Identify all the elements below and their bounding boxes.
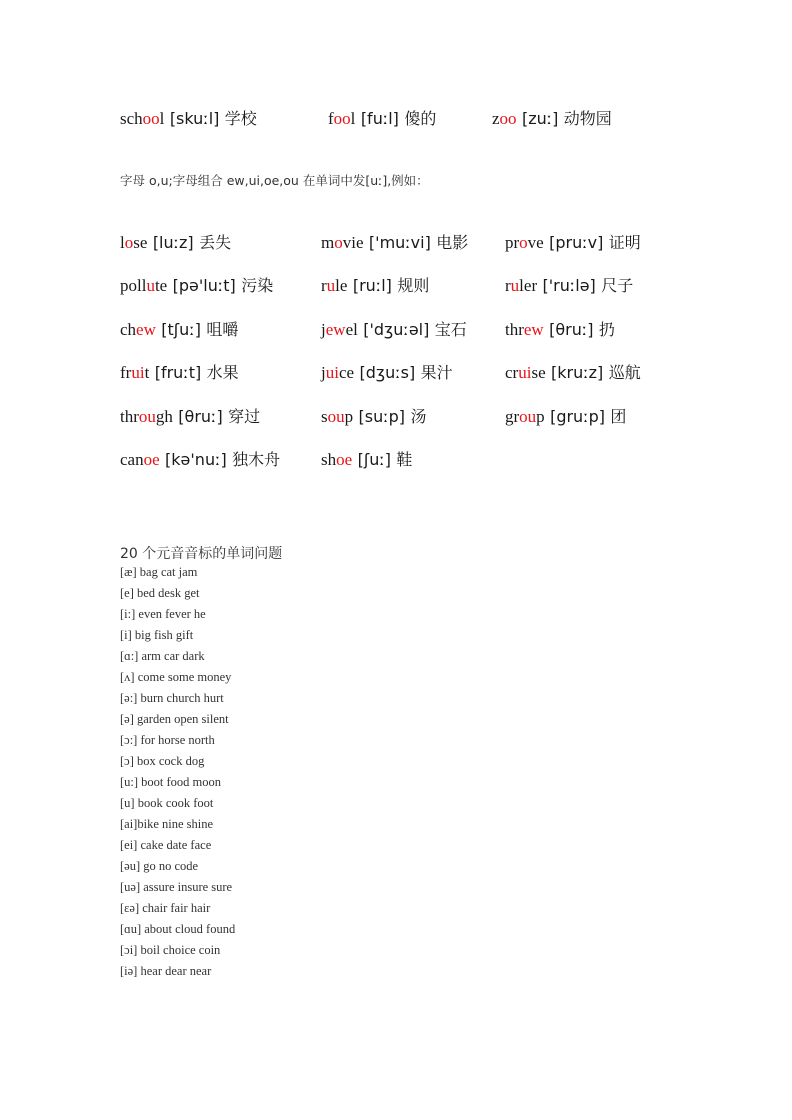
word-entry: [120, 317, 238, 340]
word-part: el: [345, 320, 358, 339]
word-part: p: [536, 407, 545, 426]
word-part: l: [350, 109, 356, 128]
word-part: t: [144, 363, 150, 382]
word-part: p: [344, 407, 354, 426]
word-highlight: ou: [519, 407, 537, 426]
word-entry: [120, 230, 231, 253]
word-part: se: [133, 233, 148, 252]
list-title: 20 个元音音标的单词问题: [120, 546, 283, 562]
chinese-meaning: 宝石: [434, 320, 467, 339]
word-part: vie: [342, 233, 364, 252]
word-entry: [321, 360, 453, 383]
vowel-list-item: [æ] bag cat jam: [120, 565, 198, 579]
word-entry: [120, 106, 257, 129]
word-entry: [505, 360, 641, 383]
word-highlight: ou: [327, 407, 345, 426]
vowel-list-item: [ʌ] come some money: [120, 670, 232, 684]
phonetic: [gruːp]: [550, 407, 605, 426]
word-highlight: o: [124, 233, 134, 252]
word-highlight: ew: [523, 320, 544, 339]
word-part: thr: [505, 320, 524, 339]
word-entry: [120, 273, 273, 296]
vowel-list-item: [u:] boot food moon: [120, 775, 222, 789]
chinese-meaning: 电影: [436, 233, 469, 252]
word-highlight: oe: [336, 450, 353, 469]
word-part: j: [321, 320, 326, 339]
word-part: s: [321, 407, 328, 426]
vowel-list-item: [ei] cake date face: [120, 838, 212, 852]
word-part: l: [159, 109, 165, 128]
chinese-meaning: 穿过: [228, 407, 261, 426]
chinese-meaning: 咀嚼: [206, 320, 239, 339]
word-highlight: oo: [333, 109, 351, 128]
chinese-meaning: 鞋: [396, 450, 413, 469]
word-highlight: ou: [138, 407, 156, 426]
word-highlight: ew: [136, 320, 156, 339]
word-highlight: oo: [499, 109, 517, 128]
word-part: gh: [155, 407, 173, 426]
word-part: ch: [120, 320, 137, 339]
chinese-meaning: 丢失: [199, 233, 232, 252]
phonetic: [θruː]: [178, 407, 223, 426]
word-highlight: ew: [325, 320, 346, 339]
word-entry: [505, 404, 626, 427]
chinese-meaning: 学校: [224, 109, 257, 128]
word-part: j: [321, 363, 326, 382]
chinese-meaning: 汤: [410, 407, 427, 426]
vowel-list-item: [i] big fish gift: [120, 628, 194, 642]
word-part: fr: [120, 363, 132, 382]
vowel-list-item: [ɑ:] arm car dark: [120, 649, 205, 663]
word-highlight: ui: [131, 363, 145, 382]
phonetic: [ʃuː]: [357, 450, 391, 469]
chinese-meaning: 污染: [241, 276, 274, 295]
word-part: sch: [120, 109, 143, 128]
word-entry: [321, 317, 467, 340]
phonetic: [tʃuː]: [161, 320, 201, 339]
word-part: r: [321, 276, 327, 295]
phonetic: [zuː]: [521, 109, 559, 128]
word-highlight: u: [326, 276, 336, 295]
phonetic: ['dʒuːəl]: [363, 320, 430, 339]
vowel-list-item: [ɔ] box cock dog: [120, 754, 205, 768]
phonetic: [kruːz]: [551, 363, 604, 382]
phonetic: [ruːl]: [352, 276, 392, 295]
vowel-list-item: [ɛə] chair fair hair: [120, 901, 211, 915]
vowel-list-item: [ɔi] boil choice coin: [120, 943, 221, 957]
phonetic: [pruːv]: [549, 233, 604, 252]
word-highlight: u: [510, 276, 520, 295]
chinese-meaning: 团: [610, 407, 627, 426]
word-part: ce: [338, 363, 355, 382]
phonetic: [luːz]: [152, 233, 194, 252]
vowel-list-item: [ɔ:] for horse north: [120, 733, 215, 747]
word-entry: [120, 404, 260, 427]
word-entry: [492, 106, 612, 129]
word-highlight: o: [519, 233, 528, 252]
phonetic: [θruː]: [549, 320, 594, 339]
word-part: m: [321, 233, 335, 252]
phonetic: ['ruːlə]: [542, 276, 596, 295]
word-part: l: [120, 233, 125, 252]
word-highlight: o: [334, 233, 343, 252]
word-part: f: [328, 109, 334, 128]
word-entry: [321, 230, 468, 253]
word-entry: [505, 317, 615, 340]
word-entry: [321, 273, 429, 296]
chinese-meaning: 动物园: [563, 109, 612, 128]
vowel-list-item: [əu] go no code: [120, 859, 199, 873]
rule-note: 字母 o,u;字母组合 ew,ui,oe,ou 在单词中发[uː],例如：: [120, 173, 429, 188]
vowel-list-item: [u] book cook foot: [120, 796, 214, 810]
phonetic: ['muːvi]: [368, 233, 431, 252]
vowel-list-item: [e] bed desk get: [120, 586, 200, 600]
phonetic: [kə'nuː]: [165, 450, 227, 469]
word-part: pr: [505, 233, 520, 252]
vowel-list-item: [ɑu] about cloud found: [120, 922, 236, 936]
vowel-list-item: [uə] assure insure sure: [120, 880, 233, 894]
word-highlight: ui: [518, 363, 532, 382]
word-part: z: [492, 109, 500, 128]
word-part: gr: [505, 407, 520, 426]
vowel-list-item: [ai]bike nine shine: [120, 817, 214, 831]
vowel-list-item: [ə] garden open silent: [120, 712, 229, 726]
chinese-meaning: 傻的: [404, 109, 437, 128]
word-part: se: [531, 363, 546, 382]
vowel-list-item: [ə:] burn church hurt: [120, 691, 224, 705]
word-highlight: oo: [142, 109, 160, 128]
vowel-list-item: [i:] even fever he: [120, 607, 206, 621]
word-part: r: [505, 276, 511, 295]
word-highlight: ui: [325, 363, 339, 382]
chinese-meaning: 扔: [598, 320, 615, 339]
word-entry: [321, 404, 426, 427]
chinese-meaning: 果汁: [420, 363, 453, 382]
word-part: te: [154, 276, 168, 295]
word-part: ler: [519, 276, 538, 295]
phonetic: [skuːl]: [169, 109, 220, 128]
word-entry: [505, 273, 633, 296]
phonetic: [fruːt]: [154, 363, 202, 382]
phonetic: [pə'luːt]: [172, 276, 236, 295]
word-entry: [120, 360, 239, 383]
chinese-meaning: 尺子: [601, 276, 634, 295]
chinese-meaning: 证明: [608, 233, 641, 252]
word-highlight: oe: [143, 450, 160, 469]
word-part: le: [335, 276, 348, 295]
word-part: sh: [321, 450, 337, 469]
word-part: can: [120, 450, 144, 469]
word-entry: [321, 447, 412, 470]
word-part: ve: [527, 233, 544, 252]
word-entry: [328, 106, 436, 129]
phonetic: [dʒuːs]: [359, 363, 416, 382]
vowel-list-item: [iə] hear dear near: [120, 964, 212, 978]
chinese-meaning: 独木舟: [232, 450, 281, 469]
word-entry: [505, 230, 641, 253]
phonetic: [suːp]: [358, 407, 406, 426]
word-part: poll: [120, 276, 147, 295]
word-part: cr: [505, 363, 519, 382]
vowel-list: [120, 564, 235, 984]
word-part: thr: [120, 407, 139, 426]
chinese-meaning: 巡航: [608, 363, 641, 382]
chinese-meaning: 水果: [206, 363, 239, 382]
chinese-meaning: 规则: [397, 276, 430, 295]
word-highlight: u: [146, 276, 155, 295]
word-entry: [120, 447, 280, 470]
phonetic: [fuːl]: [360, 109, 399, 128]
